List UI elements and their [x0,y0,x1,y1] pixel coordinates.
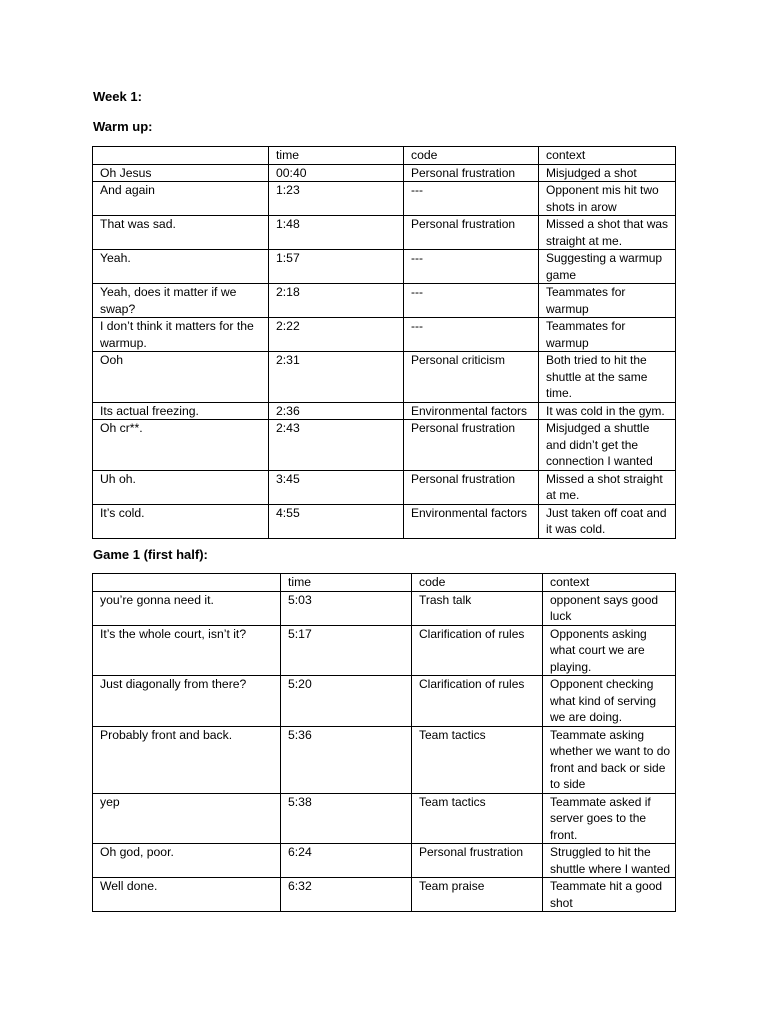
table-row [93,284,676,318]
cell-code: Team tactics [412,793,543,844]
cell-code: Team praise [412,878,543,912]
cell-context: Teammate asking whether we want to do front and back or side to side [543,726,676,793]
cell-time: 5:36 [281,726,412,793]
table-header-row [93,574,676,592]
cell-code: Personal frustration [412,844,543,878]
page-title: Week 1: [93,89,142,104]
cell-code: --- [404,318,539,352]
cell-code: Trash talk [412,591,543,625]
cell-context: Missed a shot straight at me. [539,470,676,504]
cell-time: 2:31 [269,352,404,403]
table-row [93,878,676,912]
table-row [93,470,676,504]
table-row [93,164,676,182]
game1-table [92,573,676,912]
cell-context: Opponent mis hit two shots in arow [539,182,676,216]
cell-time: 6:24 [281,844,412,878]
cell-context: Opponent checking what kind of serving we are doing. [543,676,676,727]
cell-quote: Just diagonally from there? [93,676,281,727]
cell-quote: Yeah. [93,250,269,284]
cell-time: 00:40 [269,164,404,182]
cell-time: 1:57 [269,250,404,284]
cell-code: Personal frustration [404,216,539,250]
table-row [93,793,676,844]
column-header-time: time [269,147,404,165]
cell-code: Personal criticism [404,352,539,403]
cell-code: Clarification of rules [412,625,543,676]
table-row [93,402,676,420]
cell-time: 1:48 [269,216,404,250]
cell-context: Suggesting a warmup game [539,250,676,284]
cell-context: Missed a shot that was straight at me. [539,216,676,250]
cell-quote: Yeah, does it matter if we swap? [93,284,269,318]
cell-context: Teammates for warmup [539,318,676,352]
column-header-quote [93,147,269,165]
cell-code: --- [404,250,539,284]
table-header-row [93,147,676,165]
cell-quote: Well done. [93,878,281,912]
table-row [93,420,676,471]
table-row [93,591,676,625]
cell-time: 5:17 [281,625,412,676]
table-row [93,625,676,676]
cell-context: Teammate asked if server goes to the front. [543,793,676,844]
cell-quote: Probably front and back. [93,726,281,793]
column-header-time: time [281,574,412,592]
table-row [93,726,676,793]
cell-code: Clarification of rules [412,676,543,727]
cell-context: Teammate hit a good shot [543,878,676,912]
cell-quote: Its actual freezing. [93,402,269,420]
cell-quote: Oh Jesus [93,164,269,182]
cell-time: 5:38 [281,793,412,844]
cell-time: 1:23 [269,182,404,216]
table-row [93,352,676,403]
cell-code: --- [404,284,539,318]
column-header-context: context [539,147,676,165]
cell-context: Both tried to hit the shuttle at the same time. [539,352,676,403]
cell-time: 2:18 [269,284,404,318]
column-header-code: code [412,574,543,592]
cell-quote: That was sad. [93,216,269,250]
cell-time: 3:45 [269,470,404,504]
cell-time: 2:36 [269,402,404,420]
cell-quote: yep [93,793,281,844]
warmup-section-title: Warm up: [93,119,153,134]
cell-quote: It’s the whole court, isn’t it? [93,625,281,676]
cell-quote: you’re gonna need it. [93,591,281,625]
cell-time: 5:03 [281,591,412,625]
cell-context: Just taken off coat and it was cold. [539,504,676,538]
cell-code: Environmental factors [404,504,539,538]
cell-quote: Uh oh. [93,470,269,504]
cell-context: Misjudged a shot [539,164,676,182]
column-header-context: context [543,574,676,592]
cell-code: Personal frustration [404,164,539,182]
cell-time: 2:43 [269,420,404,471]
table-row [93,318,676,352]
cell-quote: Oh cr**. [93,420,269,471]
cell-time: 4:55 [269,504,404,538]
cell-code: Environmental factors [404,402,539,420]
warmup-table [92,146,676,539]
table-row [93,504,676,538]
table-row [93,216,676,250]
cell-code: Personal frustration [404,420,539,471]
cell-time: 5:20 [281,676,412,727]
column-header-code: code [404,147,539,165]
game1-section-title: Game 1 (first half): [93,547,208,562]
cell-code: Team tactics [412,726,543,793]
cell-context: Struggled to hit the shuttle where I wanted [543,844,676,878]
column-header-quote [93,574,281,592]
cell-quote: Oh god, poor. [93,844,281,878]
table-row [93,844,676,878]
table-row [93,250,676,284]
cell-context: Misjudged a shuttle and didn’t get the connection I wanted [539,420,676,471]
cell-quote: Ooh [93,352,269,403]
cell-quote: It’s cold. [93,504,269,538]
cell-code: --- [404,182,539,216]
table-row [93,182,676,216]
cell-context: It was cold in the gym. [539,402,676,420]
cell-quote: And again [93,182,269,216]
cell-context: Teammates for warmup [539,284,676,318]
cell-quote: I don’t think it matters for the warmup. [93,318,269,352]
cell-context: Opponents asking what court we are playing. [543,625,676,676]
cell-code: Personal frustration [404,470,539,504]
table-row [93,676,676,727]
cell-time: 2:22 [269,318,404,352]
cell-time: 6:32 [281,878,412,912]
cell-context: opponent says good luck [543,591,676,625]
